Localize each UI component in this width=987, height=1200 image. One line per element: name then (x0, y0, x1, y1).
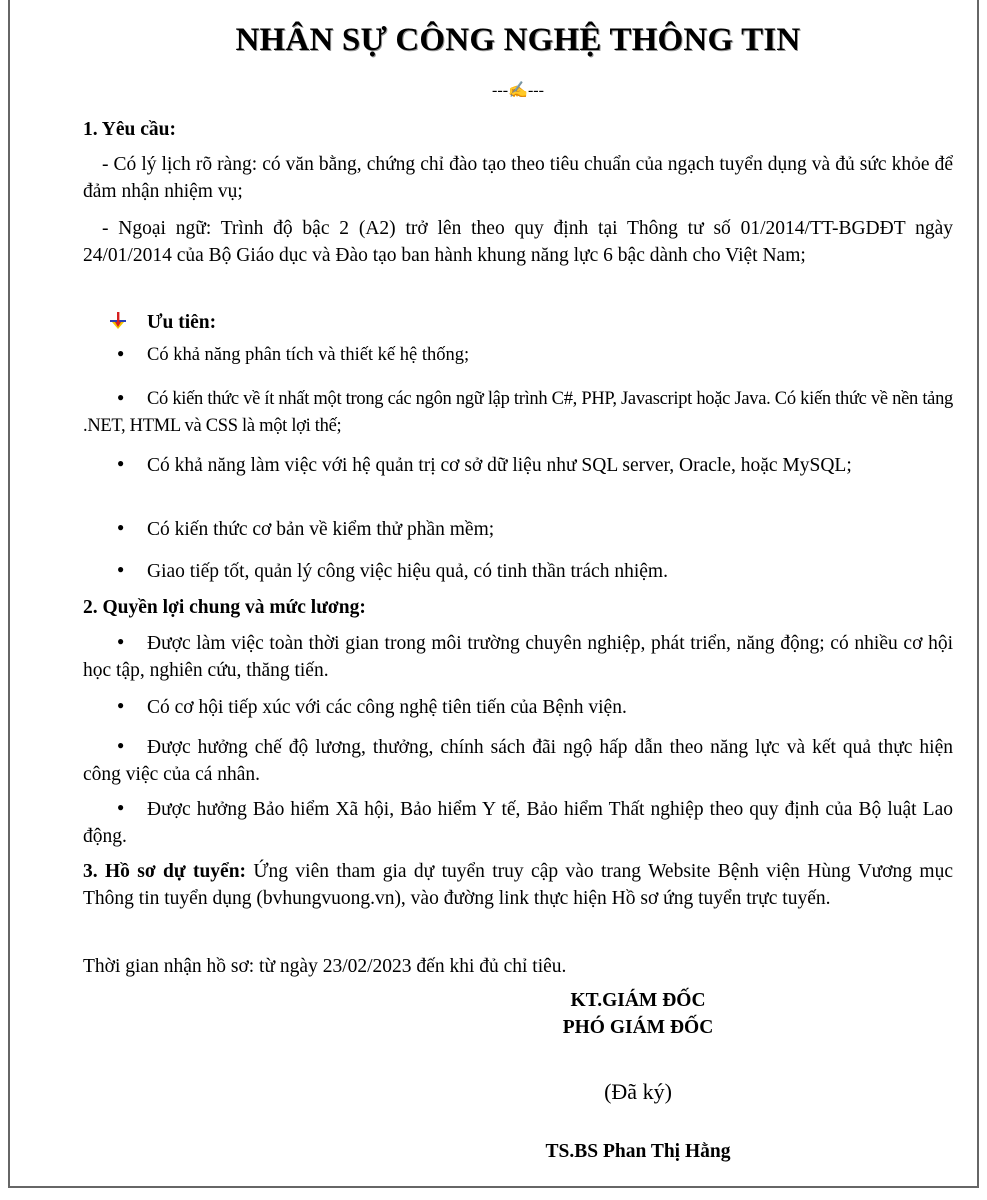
section3-paragraph (83, 858, 953, 912)
requirement-paragraph-2: - Ngoại ngữ: Trình độ bậc 2 (A2) trở lên theo quy định tại Thông tư số 01/2014/TT-BGDĐT ngày 24/01/2014 của Bộ Giáo dục và Đào tạo ban hành khung năng lực 6 bậc dành cho Việt Nam; (83, 218, 953, 266)
bullet-dot-icon: ● (117, 738, 125, 752)
priority-heading: Ưu tiên: (147, 312, 217, 333)
bullet-dot-icon: ● (117, 456, 125, 470)
benefit-item-2: Có cơ hội tiếp xúc với các công nghệ tiên tiến của Bệnh viện. (147, 697, 627, 718)
document-title: NHÂN SỰ CÔNG NGHỆ THÔNG TIN (235, 22, 801, 58)
bullet-dot-icon: ● (117, 800, 125, 814)
bullet-dot-icon: ● (117, 346, 125, 360)
section2-heading: 2. Quyền lợi chung và mức lương: (83, 597, 366, 618)
section3-text: Ứng viên tham gia dự tuyển truy cập vào trang Website Bệnh viện Hùng Vương mục Thông tin tuyển dụng (bvhungvuong.vn), vào đường link thực hiện Hồ sơ ứng tuyển trực tuyến. (83, 861, 953, 909)
signature-status: (Đã ký) (604, 1079, 672, 1104)
section3-heading: 3. Hồ sơ dự tuyển: (83, 861, 247, 882)
arrow-down-colored-icon (109, 312, 127, 330)
priority-item-5: Giao tiếp tốt, quản lý công việc hiệu quả, có tinh thần trách nhiệm. (147, 561, 668, 582)
bullet-dot-icon: ● (117, 698, 125, 712)
benefit-item-1: Được làm việc toàn thời gian trong môi trường chuyên nghiệp, phát triển, năng động; có nhiều cơ hội học tập, nghiên cứu, thăng tiến. (83, 633, 953, 681)
priority-item-4: Có kiến thức cơ bản về kiểm thử phần mềm; (147, 519, 495, 540)
priority-item-2: Có kiến thức về ít nhất một trong các ngôn ngữ lập trình C#, PHP, Javascript hoặc Java. Có kiến thức về nền tảng .NET, HTML và CSS là một lợi thế; (83, 389, 953, 436)
bullet-dot-icon: ● (117, 634, 125, 648)
bullet-dot-icon: ● (117, 390, 125, 404)
benefit-item-3: Được hưởng chế độ lương, thưởng, chính sách đãi ngộ hấp dẫn theo năng lực và kết quả thực hiện công việc của cá nhân. (83, 737, 953, 785)
bullet-dot-icon: ● (117, 562, 125, 576)
signature-title-1: KT.GIÁM ĐỐC (570, 990, 706, 1011)
application-deadline: Thời gian nhận hồ sơ: từ ngày 23/02/2023 đến khi đủ chỉ tiêu. (83, 956, 567, 977)
priority-item-1: Có khả năng phân tích và thiết kế hệ thống; (147, 345, 470, 365)
signature-title-2: PHÓ GIÁM ĐỐC (562, 1017, 714, 1038)
benefit-item-4: Được hưởng Bảo hiểm Xã hội, Bảo hiểm Y tế, Bảo hiểm Thất nghiệp theo quy định của Bộ luật Lao động. (83, 799, 953, 847)
section1-heading: 1. Yêu cầu: (83, 119, 176, 140)
title-separator: ---✍--- (492, 82, 544, 99)
signer-name: TS.BS Phan Thị Hằng (545, 1141, 731, 1162)
requirement-paragraph-1: - Có lý lịch rõ ràng: có văn bằng, chứng chỉ đào tạo theo tiêu chuẩn của ngạch tuyển dụng và đủ sức khỏe để đảm nhận nhiệm vụ; (83, 154, 953, 202)
priority-item-3: Có khả năng làm việc với hệ quản trị cơ sở dữ liệu như SQL server, Oracle, hoặc MySQL; (147, 455, 852, 476)
bullet-dot-icon: ● (117, 520, 125, 534)
